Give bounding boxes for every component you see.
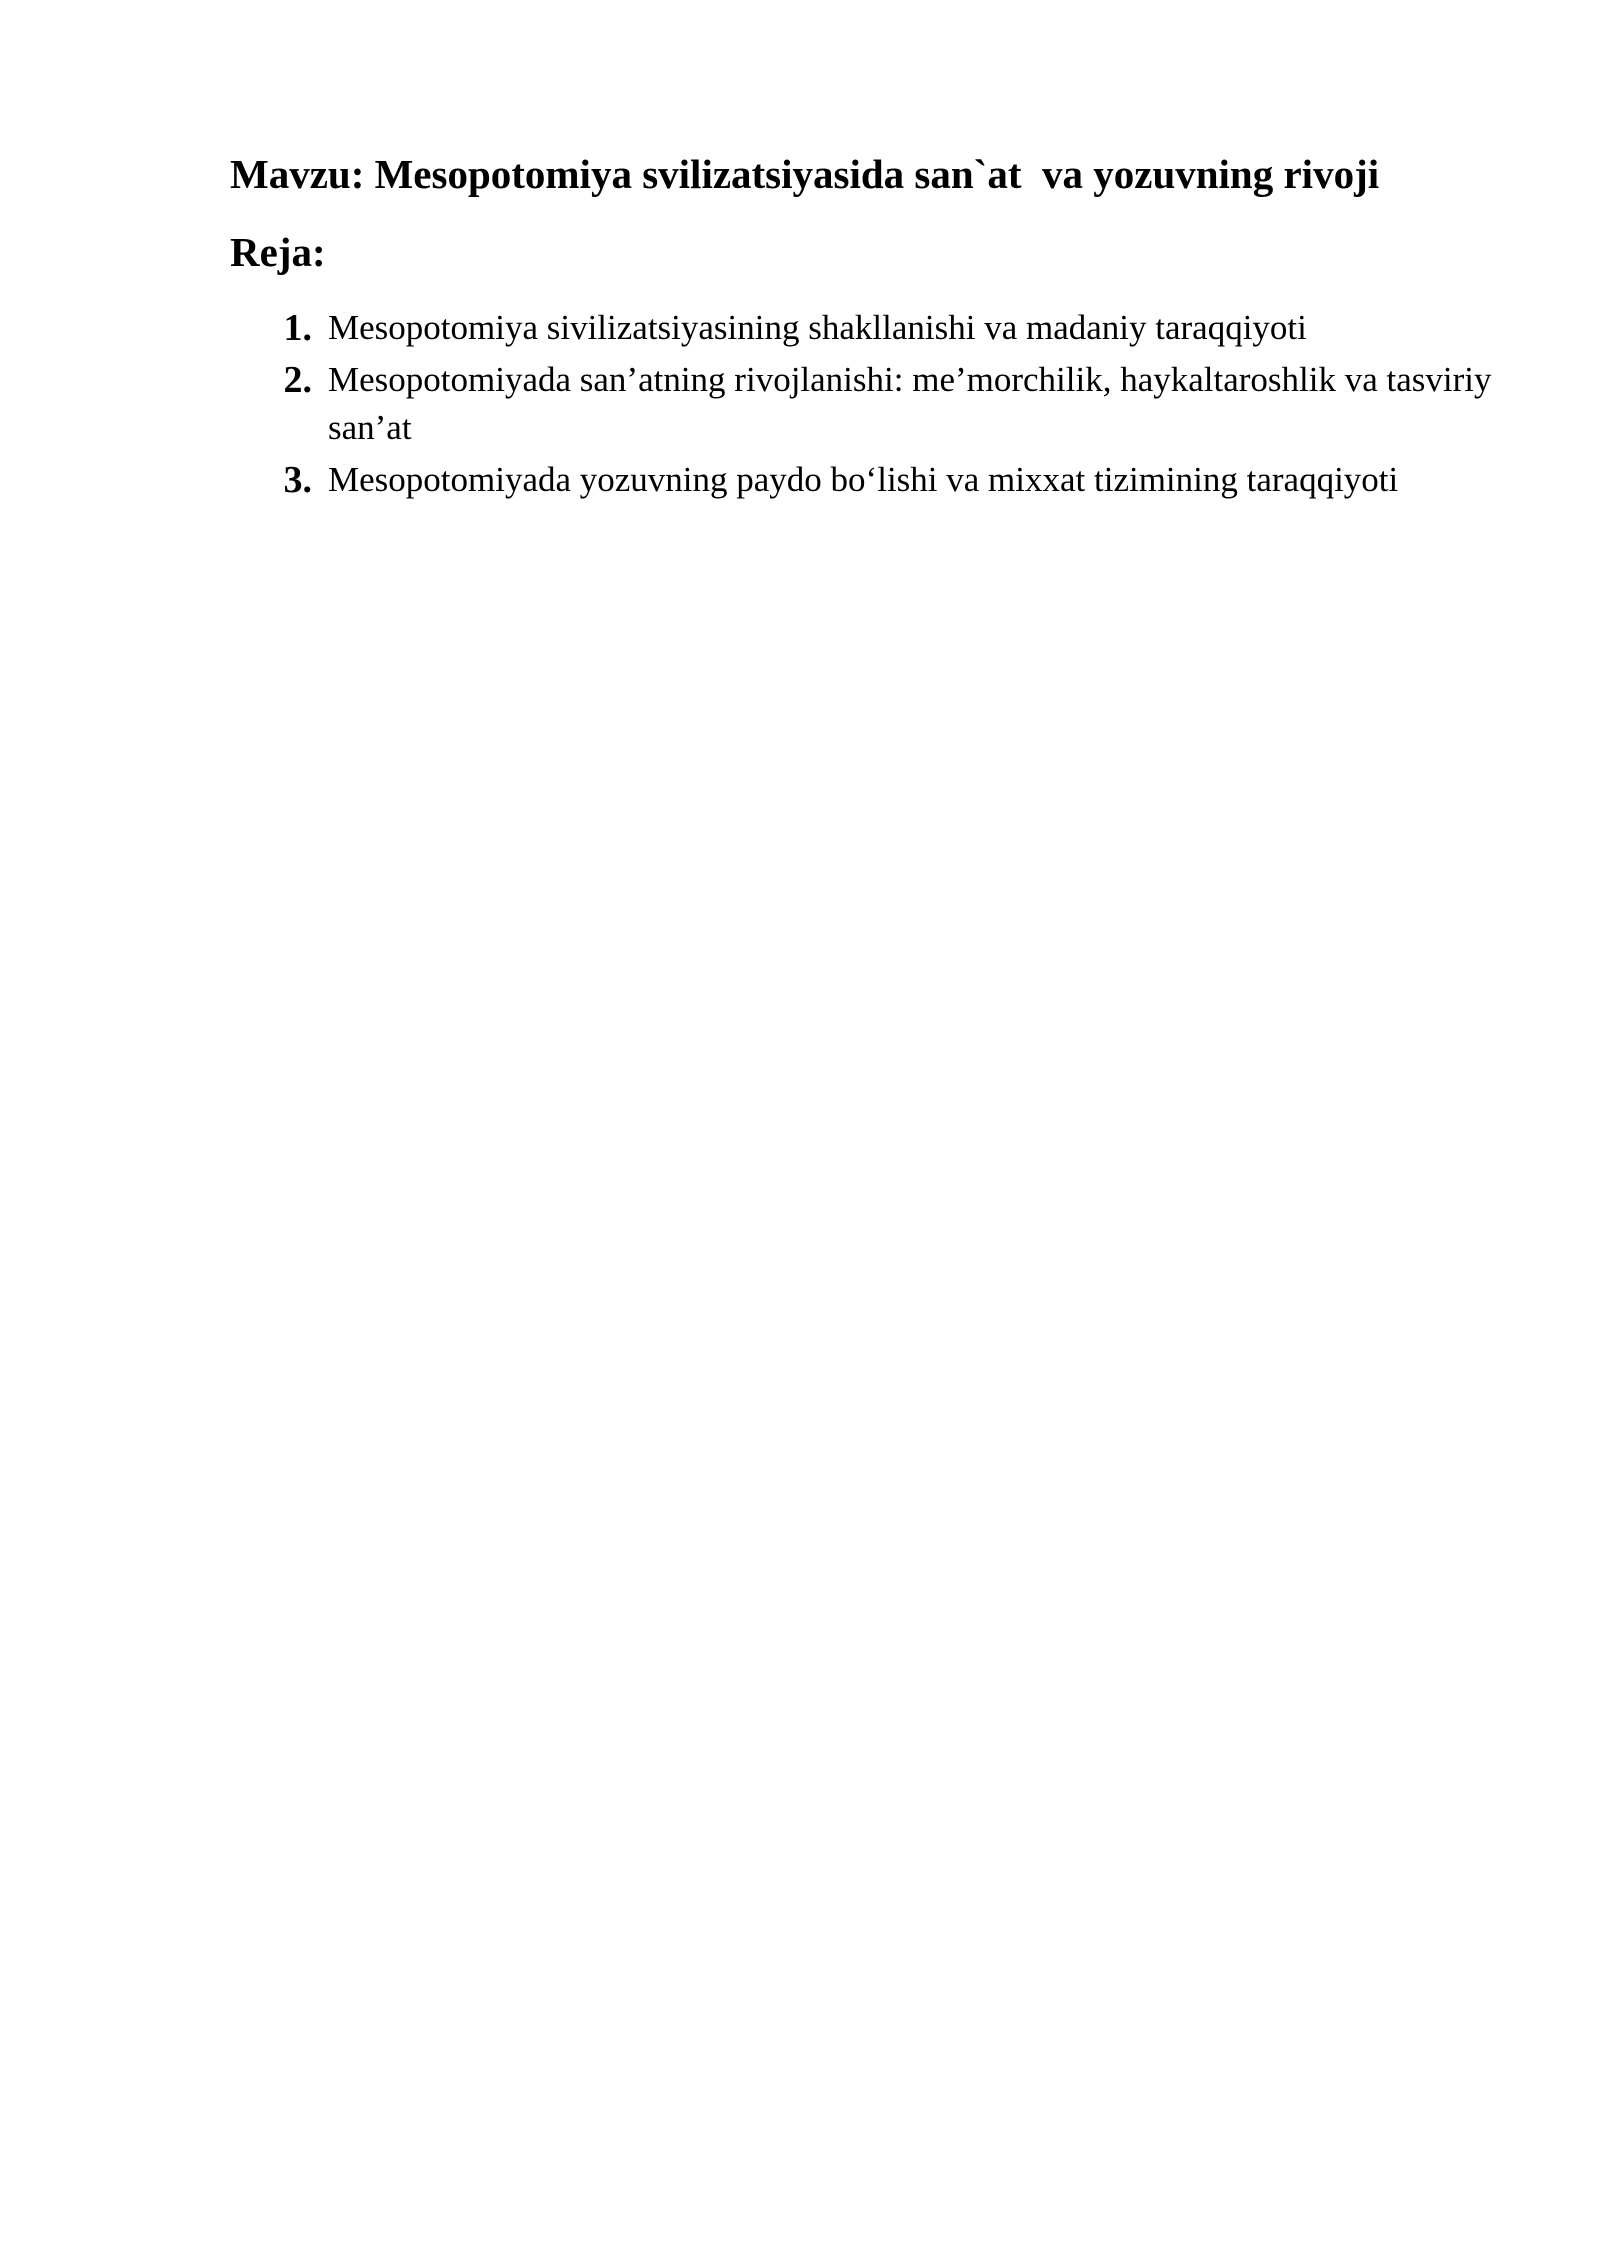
plan-item-number: 1. bbox=[283, 307, 312, 349]
plan-item-text: Mesopotomiyada yozuvning paydo bo‘lishi va mixxat tizimining taraqqiyoti bbox=[328, 460, 1399, 499]
plan-item-number: 2. bbox=[283, 359, 312, 401]
plan-item-text: Mesopotomiyada san’atning rivojlanishi: me’morchilik, haykaltaroshlik va tasviriy san’at bbox=[328, 360, 1492, 447]
document-title: Mavzu: Mesopotomiya svilizatsiyasida san`at va yozuvning rivoji bbox=[230, 151, 1380, 197]
plan-item-1 bbox=[230, 304, 1530, 352]
plan-list bbox=[230, 304, 1530, 508]
plan-item-text: Mesopotomiya sivilizatsiyasining shakllanishi va madaniy taraqqiyoti bbox=[328, 308, 1307, 347]
plan-item-number: 3. bbox=[283, 459, 312, 501]
plan-heading: Reja: bbox=[230, 229, 326, 275]
plan-item-2 bbox=[230, 356, 1530, 452]
plan-item-3 bbox=[230, 456, 1530, 504]
